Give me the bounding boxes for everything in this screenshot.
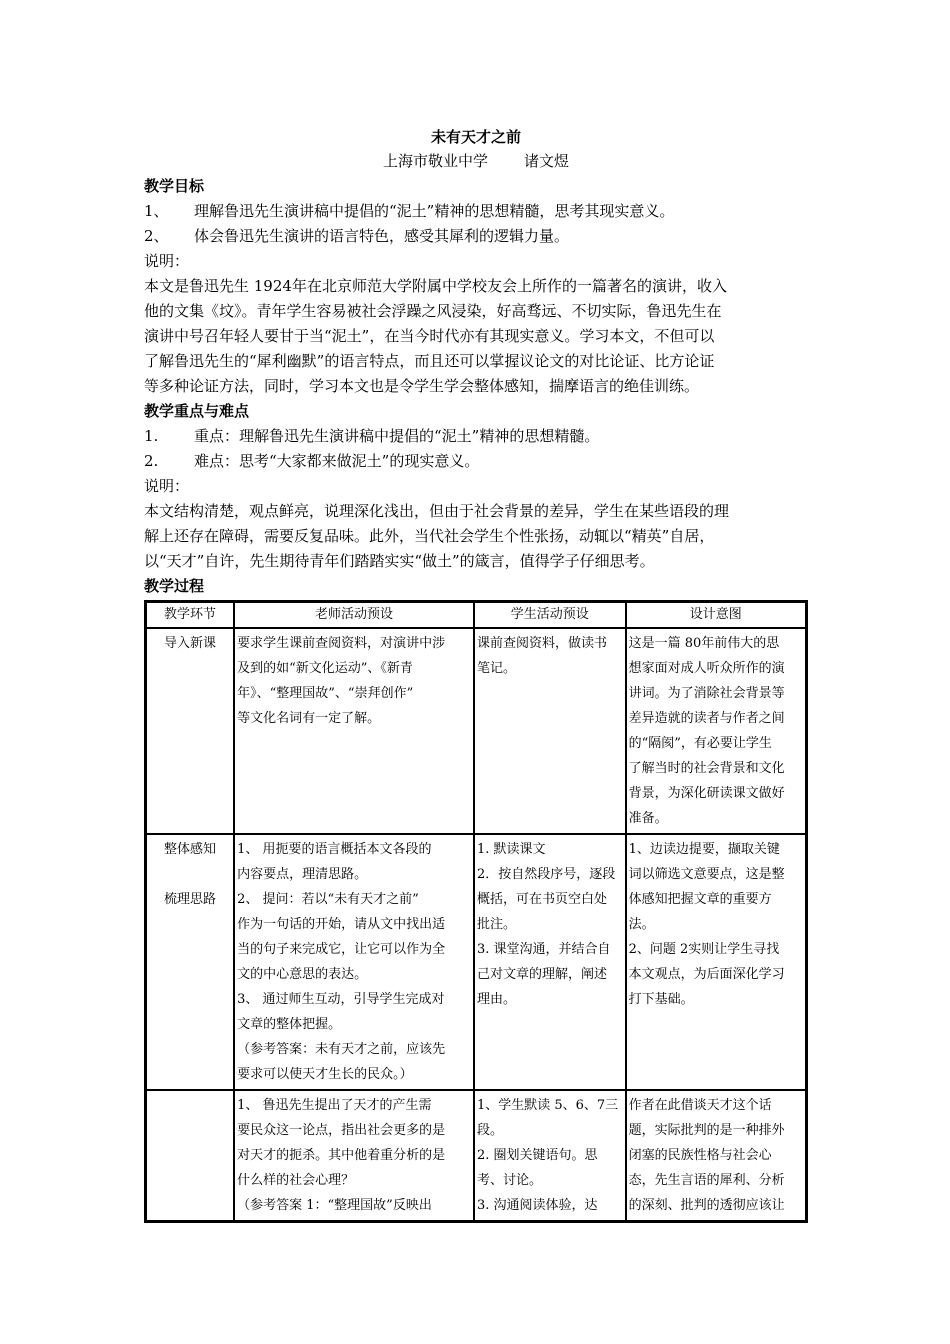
cell-line: 背景，为深化研读课文做好	[628, 786, 785, 801]
cell-line: 概括，可在书页空白处	[476, 892, 607, 907]
design-cell	[626, 834, 806, 1090]
table-header-row	[146, 602, 806, 628]
cell-line: 1、边读边提要，撷取关键	[628, 842, 780, 857]
stage-label: 导入新课	[164, 636, 217, 651]
column-header: 老师活动预设	[234, 602, 474, 628]
goals-note-line: 了解鲁迅先生的“犀利幽默”的语言特点，而且还可以掌握议论文的对比论证、比方论证	[144, 352, 715, 370]
stage-cell	[146, 628, 234, 834]
school-name: 上海市敬业中学	[382, 152, 488, 170]
cell-line: 差异造就的读者与作者之间	[628, 711, 785, 726]
goal-item	[144, 224, 808, 249]
cell-line: 文章的整体把握。	[237, 1017, 342, 1032]
stage-cell	[146, 834, 234, 1090]
goals-note-line: 他的文集《坟》。青年学生容易被社会浮躁之风浸染，好高骛远、不切实际，鲁迅先生在	[144, 302, 722, 320]
goals-note-line: 等多种论证方法，同时，学习本文也是令学生学会整体感知，揣摩语言的绝佳训练。	[144, 377, 700, 395]
cell-line: 讲词。为了消除社会背景等	[628, 686, 785, 701]
cell-line: （参考答案 1：“整理国故”反映出	[237, 1198, 432, 1213]
cell-line: 1、学生默读 5、6、7三	[476, 1098, 619, 1113]
keypoint-text: 重点：理解鲁迅先生演讲稿中提倡的“泥土”精神的思想精髓。	[194, 427, 600, 445]
student-cell	[474, 628, 626, 834]
cell-line: 及到的如“新文化运动”、《新青	[237, 661, 413, 676]
goals-note-label: 说明：	[144, 252, 190, 270]
cell-line: 3. 课堂沟通，并结合自	[476, 942, 611, 957]
cell-line: 3、 通过师生互动，引导学生完成对	[237, 992, 445, 1007]
keypoints-note-line: 本文结构清楚，观点鲜亮，说理深化浅出，但由于社会背景的差异，学生在某些语段的理	[144, 502, 730, 520]
table-row	[146, 834, 806, 1090]
cell-line: 法。	[628, 917, 655, 932]
cell-line: 要民众这一论点，指出社会更多的是	[237, 1123, 446, 1138]
student-cell	[474, 834, 626, 1090]
cell-line: 3. 沟通阅读体验，达	[476, 1198, 598, 1213]
stage-cell	[146, 1090, 234, 1221]
cell-line: 闭塞的民族性格与社会心	[628, 1148, 772, 1163]
goals-note-line: 本文是鲁迅先生 1924年在北京师范大学附属中学校友会上所作的一篇著名的演讲，收入	[144, 277, 727, 295]
cell-line: 文的中心意思的表达。	[237, 967, 368, 982]
goal-text: 理解鲁迅先生演讲稿中提倡的“泥土”精神的思想精髓，思考其现实意义。	[194, 202, 675, 220]
keypoint-number: 1.	[144, 427, 159, 445]
goals-note-line: 演讲中号召年轻人要甘于当“泥土”，在当今时代亦有其现实意义。学习本文，不但可以	[144, 327, 715, 345]
table-row	[146, 1090, 806, 1221]
cell-line: 题，实际批判的是一种排外	[628, 1123, 785, 1138]
cell-line: 想家面对成人听众所作的演	[628, 661, 785, 676]
teacher-cell	[234, 834, 474, 1090]
cell-line: 词以筛选文意要点，这是整	[628, 867, 785, 882]
cell-line: 1. 默读课文	[476, 842, 546, 857]
cell-line: 什么样的社会心理？	[237, 1173, 355, 1188]
cell-line: 段。	[476, 1123, 503, 1138]
cell-line: 内容要点，理清思路。	[237, 867, 368, 882]
cell-line: 课前查阅资料，做读书	[476, 636, 607, 651]
cell-line: 等文化名词有一定了解。	[237, 711, 381, 726]
teacher-cell	[234, 628, 474, 834]
cell-line: 己对文章的理解，阐述	[476, 967, 607, 982]
teacher-cell	[234, 1090, 474, 1221]
keypoints-note-label: 说明：	[144, 477, 190, 495]
cell-line: （参考答案：未有天才之前，应该先	[237, 1042, 446, 1057]
keypoints-heading: 教学重点与难点	[144, 402, 250, 420]
cell-line: 作为一句话的开始，请从文中找出适	[237, 917, 446, 932]
cell-line: 的深刻、批判的透彻应该让	[628, 1198, 785, 1213]
subtitle	[144, 148, 808, 174]
cell-line: 态，先生言语的犀利、分析	[628, 1173, 785, 1188]
student-cell	[474, 1090, 626, 1221]
cell-line: 2．按自然段序号，逐段	[476, 867, 616, 882]
keypoint-number: 2.	[144, 452, 159, 470]
stage-label: 整体感知	[164, 842, 217, 857]
cell-line: 准备。	[628, 811, 668, 826]
keypoint-text: 难点：思考“大家都来做泥土”的现实意义。	[194, 452, 480, 470]
cell-line: 本文观点，为后面深化学习	[628, 967, 785, 982]
cell-line: 理由。	[476, 992, 516, 1007]
goal-number: 2、	[144, 227, 169, 245]
cell-line: 2. 圈划关键语句。思	[476, 1148, 598, 1163]
table-row	[146, 628, 806, 834]
cell-line: 的“隔阂”，有必要让学生	[628, 736, 772, 751]
cell-line: 打下基础。	[628, 992, 694, 1007]
goals-heading: 教学目标	[144, 177, 205, 195]
cell-line: 要求学生课前查阅资料，对演讲中涉	[237, 636, 446, 651]
cell-line: 2、 提问：若以“未有天才之前”	[237, 892, 419, 907]
column-header: 学生活动预设	[474, 602, 626, 628]
cell-line: 1、 用扼要的语言概括本文各段的	[237, 842, 432, 857]
goal-text: 体会鲁迅先生演讲的语言特色，感受其犀利的逻辑力量。	[194, 227, 570, 245]
column-header: 教学环节	[146, 602, 234, 628]
cell-line: 1、 鲁迅先生提出了天才的产生需	[237, 1098, 432, 1113]
keypoint-item	[144, 449, 808, 474]
author-name: 诸文煜	[524, 152, 570, 170]
process-table	[144, 600, 808, 1223]
cell-line: 当的句子来完成它，让它可以作为全	[237, 942, 446, 957]
keypoints-note-line: 解上还存在障碍，需要反复品味。此外，当代社会学生个性张扬，动辄以“精英”自居，	[144, 527, 715, 545]
cell-line: 体感知把握文章的重要方	[628, 892, 772, 907]
cell-line: 考、讨论。	[476, 1173, 542, 1188]
goal-item	[144, 199, 808, 224]
keypoints-note-line: 以“天才”自许，先生期待青年们踏踏实实“做土”的箴言，值得学子仔细思考。	[144, 552, 655, 570]
keypoint-item	[144, 424, 808, 449]
cell-line: 批注。	[476, 917, 516, 932]
cell-line: 笔记。	[476, 661, 516, 676]
cell-line: 年》、“整理国故”、“崇拜创作”	[237, 686, 414, 701]
page-title: 未有天才之前	[430, 128, 521, 146]
cell-line: 了解当时的社会背景和文化	[628, 761, 785, 776]
document-page	[144, 126, 808, 1223]
design-cell	[626, 1090, 806, 1221]
process-heading: 教学过程	[144, 577, 205, 595]
stage-label: 梳理思路	[164, 892, 217, 907]
cell-line: 作者在此借谈天才这个话	[628, 1098, 772, 1113]
design-cell	[626, 628, 806, 834]
cell-line: 要求可以使天才生长的民众。）	[237, 1067, 413, 1082]
cell-line: 对天才的扼杀。其中他着重分析的是	[237, 1148, 446, 1163]
cell-line: 2、问题 2实则让学生寻找	[628, 942, 780, 957]
column-header: 设计意图	[626, 602, 806, 628]
goal-number: 1、	[144, 202, 169, 220]
cell-line: 这是一篇 80年前伟大的思	[628, 636, 780, 651]
